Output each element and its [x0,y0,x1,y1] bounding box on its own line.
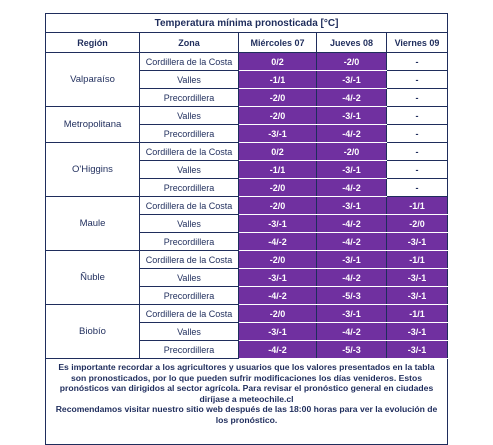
temp-cell-day-1: -4/-2 [239,341,317,359]
temp-cell-day-2: -3/-1 [317,305,387,323]
temp-cell-day-2: -2/0 [317,143,387,161]
temp-cell-day-3: -1/1 [387,305,448,323]
temp-cell-day-3: - [387,89,448,107]
footnote-text-1: Es importante recordar a los agricultores y usuarios que los valores presentados en la tabla son pronosticados, por lo que pueden sufrir modificaciones los días venideros. Estos pronósticos van dirigidos al sector agrícola. Para revisar el pronóstico general en ciudades diríjase a meteochile.cl [58,362,435,404]
region-name: Biobío [46,305,140,359]
zona-cell: Cordillera de la Costa [140,143,239,161]
temp-cell-day-2: -2/0 [317,53,387,71]
temp-cell-day-1: -3/-1 [239,215,317,233]
temp-cell-day-1: 0/2 [239,53,317,71]
temp-cell-day-2: -3/-1 [317,107,387,125]
temp-cell-day-1: -4/-2 [239,233,317,251]
temp-cell-day-2: -3/-1 [317,197,387,215]
temp-cell-day-2: -4/-2 [317,89,387,107]
table-row [46,251,448,269]
table-row [46,305,448,323]
header-region: Región [46,33,140,53]
zona-cell: Precordillera [140,125,239,143]
temp-cell-day-3: - [387,179,448,197]
zona-cell: Cordillera de la Costa [140,305,239,323]
temp-cell-day-2: -4/-2 [317,215,387,233]
table-row [46,53,448,71]
temp-cell-day-3: -3/-1 [387,287,448,305]
header-day-2: Jueves 08 [317,33,387,53]
temp-cell-day-1: -2/0 [239,305,317,323]
temp-cell-day-3: -3/-1 [387,341,448,359]
region-name: Maule [46,197,140,251]
header-zona: Zona [140,33,239,53]
zona-cell: Cordillera de la Costa [140,251,239,269]
temp-cell-day-1: -3/-1 [239,125,317,143]
region-name: Metropolitana [46,107,140,143]
temp-cell-day-1: -2/0 [239,179,317,197]
header-day-1: Miércoles 07 [239,33,317,53]
temp-cell-day-2: -3/-1 [317,251,387,269]
zona-cell: Precordillera [140,341,239,359]
region-name: O'Higgins [46,143,140,197]
table-row [46,143,448,161]
zona-cell: Precordillera [140,179,239,197]
table-row [46,107,448,125]
temp-cell-day-2: -3/-1 [317,161,387,179]
temp-cell-day-3: - [387,107,448,125]
temp-cell-day-3: -3/-1 [387,233,448,251]
zona-cell: Precordillera [140,89,239,107]
zona-cell: Precordillera [140,287,239,305]
temp-cell-day-1: -4/-2 [239,287,317,305]
header-row [46,33,448,53]
temp-cell-day-1: -2/0 [239,89,317,107]
table-body [46,53,448,359]
temp-cell-day-1: -2/0 [239,251,317,269]
forecast-table-container [45,13,447,445]
zona-cell: Valles [140,215,239,233]
zona-cell: Valles [140,323,239,341]
table-row [46,197,448,215]
temp-cell-day-2: -4/-2 [317,233,387,251]
temp-cell-day-3: -1/1 [387,197,448,215]
zona-cell: Valles [140,107,239,125]
temp-cell-day-1: -3/-1 [239,269,317,287]
temp-cell-day-1: -2/0 [239,197,317,215]
temp-cell-day-2: -5/-3 [317,341,387,359]
temp-cell-day-3: -3/-1 [387,323,448,341]
temp-cell-day-2: -4/-2 [317,269,387,287]
zona-cell: Valles [140,71,239,89]
temp-cell-day-2: -5/-3 [317,287,387,305]
temp-cell-day-1: -1/1 [239,71,317,89]
region-name: Valparaíso [46,53,140,107]
zona-cell: Precordillera [140,233,239,251]
temp-cell-day-2: -4/-2 [317,125,387,143]
footnote-text-2: Recomendamos visitar nuestro sitio web después de las 18:00 horas para ver la evolución de los pronóstico. [55,404,438,425]
temp-cell-day-3: -2/0 [387,215,448,233]
zona-cell: Valles [140,161,239,179]
forecast-table [45,13,448,445]
temp-cell-day-1: -3/-1 [239,323,317,341]
temp-cell-day-3: -1/1 [387,251,448,269]
temp-cell-day-2: -4/-2 [317,179,387,197]
temp-cell-day-1: 0/2 [239,143,317,161]
temp-cell-day-1: -2/0 [239,107,317,125]
header-day-3: Viernes 09 [387,33,448,53]
temp-cell-day-1: -1/1 [239,161,317,179]
temp-cell-day-3: -3/-1 [387,269,448,287]
zona-cell: Cordillera de la Costa [140,53,239,71]
temp-cell-day-3: - [387,161,448,179]
temp-cell-day-2: -3/-1 [317,71,387,89]
temp-cell-day-3: - [387,71,448,89]
temp-cell-day-3: - [387,125,448,143]
region-name: Ñuble [46,251,140,305]
footnote [46,359,448,445]
temp-cell-day-3: - [387,53,448,71]
zona-cell: Valles [140,269,239,287]
zona-cell: Cordillera de la Costa [140,197,239,215]
temp-cell-day-3: - [387,143,448,161]
temp-cell-day-2: -4/-2 [317,323,387,341]
table-title: Temperatura mínima pronosticada [°C] [46,14,448,33]
